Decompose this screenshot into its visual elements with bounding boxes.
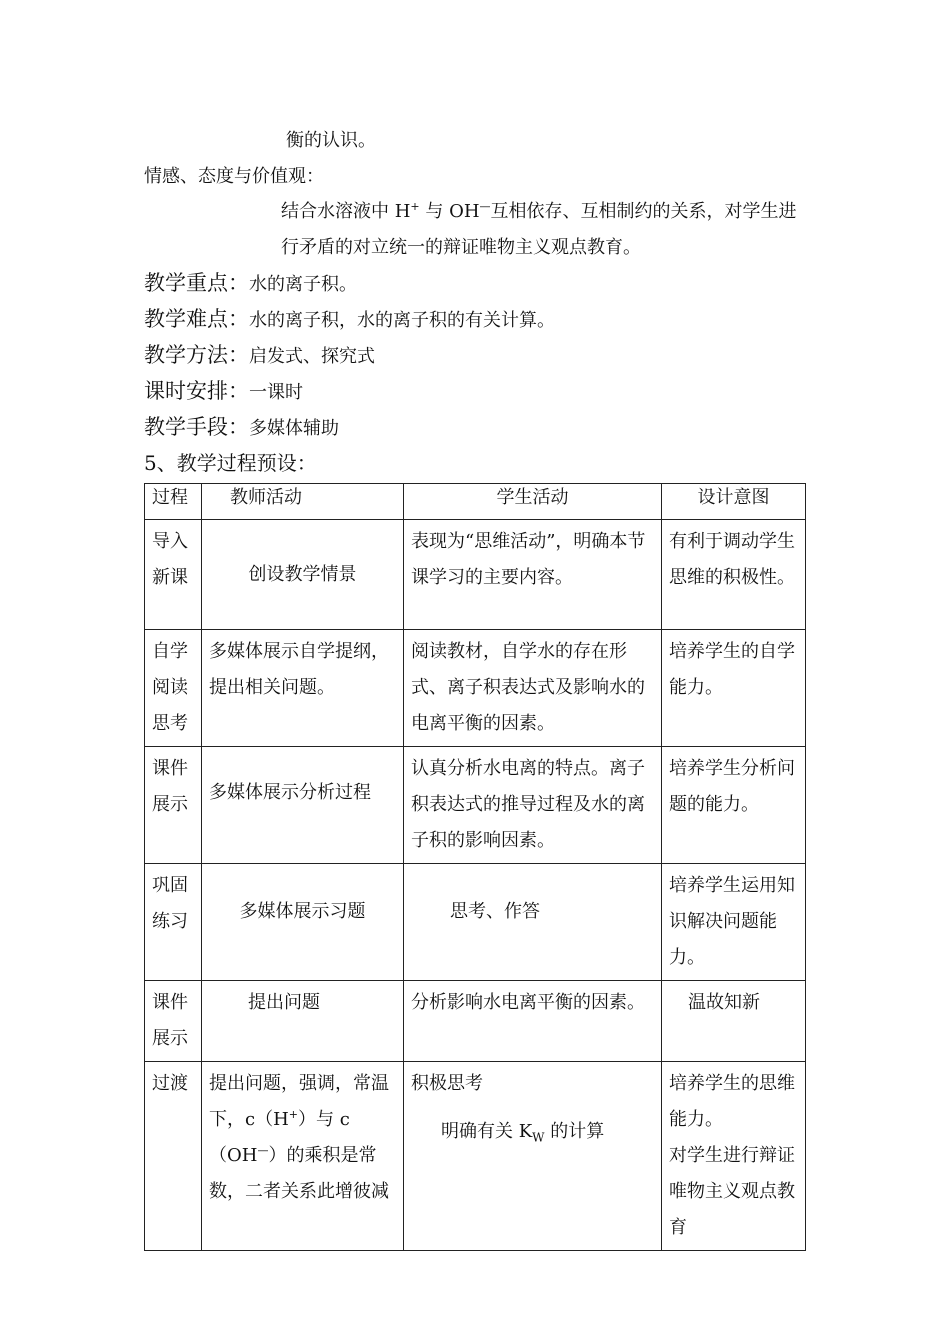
cell-stage: 巩固练习: [145, 864, 202, 981]
cell-student: 认真分析水电离的特点。离子积表达式的推导过程及水的离子积的影响因素。: [404, 747, 662, 864]
item-method: [144, 339, 375, 369]
table-row: [145, 981, 806, 1062]
teacher-text-b: ）与 c（OH: [209, 1109, 350, 1166]
item-value: 多媒体辅助: [249, 418, 339, 439]
h-plus-superscript: +: [288, 1108, 298, 1121]
cell-stage: 自学阅读思考: [145, 630, 202, 747]
header-teacher: 教师活动: [202, 484, 404, 520]
table-row: [145, 630, 806, 747]
header-intent: 设计意图: [662, 484, 806, 520]
header-student: 学生活动: [404, 484, 662, 520]
cell-student: [404, 1062, 662, 1251]
item-label: 教学手段：: [144, 415, 249, 439]
cell-student: 分析影响水电离平衡的因素。: [404, 981, 662, 1062]
teacher-text-a: 提出问题，强调，常温下，c（H: [209, 1073, 389, 1130]
table-row: [145, 1062, 806, 1251]
student-text-b: 的计算: [544, 1121, 605, 1142]
item-label: 教学重点：: [144, 271, 249, 295]
emotion-line-1: [281, 197, 797, 223]
teacher-text-c: ）的乘积是常数，二者关系此增彼减: [209, 1145, 389, 1202]
cell-teacher: 多媒体展示分析过程: [202, 747, 404, 864]
table-row: [145, 520, 806, 630]
cell-intent: 有利于调动学生思维的积极性。: [662, 520, 806, 630]
cell-student: 思考、作答: [404, 864, 662, 981]
cell-teacher: 多媒体展示习题: [202, 864, 404, 981]
emotion-text-a: 结合水溶液中 H: [281, 201, 411, 222]
emotion-heading: 情感、态度与价值观：: [144, 166, 324, 187]
item-value: 启发式、探究式: [249, 346, 375, 367]
item-value: 水的离子积，水的离子积的有关计算。: [249, 310, 555, 331]
item-value: 水的离子积。: [249, 274, 357, 295]
item-label: 课时安排：: [144, 379, 249, 403]
table-header-row: [145, 484, 806, 520]
oh-minus-superscript: —: [479, 200, 491, 213]
cell-teacher: 提出问题: [202, 981, 404, 1062]
h-plus-superscript: +: [410, 200, 420, 213]
item-label: 教学方法：: [144, 343, 249, 367]
item-label: 教学难点：: [144, 307, 249, 331]
student-line-2: [411, 1114, 654, 1150]
emotion-text-c: 互相依存、互相制约的关系，对学生进: [490, 201, 797, 222]
header-stage: 过程: [145, 484, 202, 520]
emotion-text-b: 与 OH: [419, 201, 480, 222]
cell-intent: 温故知新: [662, 981, 806, 1062]
item-difficulty: [144, 303, 555, 333]
table-row: [145, 864, 806, 981]
intro-line: 衡的认识。: [286, 130, 376, 151]
cell-student: 表现为“思维活动”，明确本节课学习的主要内容。: [404, 520, 662, 630]
student-line-1: 积极思考: [411, 1073, 483, 1094]
w-subscript: W: [532, 1130, 545, 1145]
oh-minus-superscript: —: [257, 1144, 269, 1157]
section-5-heading: 5、教学过程预设：: [144, 451, 317, 475]
cell-stage: 过渡: [145, 1062, 202, 1251]
cell-teacher: 创设教学情景: [202, 520, 404, 630]
cell-intent: 培养学生分析问题的能力。: [662, 747, 806, 864]
item-schedule: [144, 375, 303, 405]
item-key-point: [144, 267, 357, 297]
cell-teacher: 多媒体展示自学提纲，提出相关问题。: [202, 630, 404, 747]
cell-intent: 培养学生运用知识解决问题能力。: [662, 864, 806, 981]
cell-intent: 培养学生的自学能力。: [662, 630, 806, 747]
emotion-line-2: 行矛盾的对立统一的辩证唯物主义观点教育。: [281, 237, 641, 258]
intent-line-2: 对学生进行辩证唯物主义观点教育: [669, 1145, 795, 1238]
cell-student: 阅读教材，自学水的存在形式、离子积表达式及影响水的电离平衡的因素。: [404, 630, 662, 747]
intent-line-1: 培养学生的思维能力。: [669, 1073, 795, 1130]
cell-stage: 导入新课: [145, 520, 202, 630]
cell-stage: 课件展示: [145, 981, 202, 1062]
student-text-a: 明确有关 K: [441, 1121, 533, 1142]
item-value: 一课时: [249, 382, 303, 403]
cell-stage: 课件展示: [145, 747, 202, 864]
cell-teacher: [202, 1062, 404, 1251]
item-means: [144, 411, 339, 441]
cell-intent: [662, 1062, 806, 1251]
table-row: [145, 747, 806, 864]
teaching-process-table: [144, 483, 806, 1251]
